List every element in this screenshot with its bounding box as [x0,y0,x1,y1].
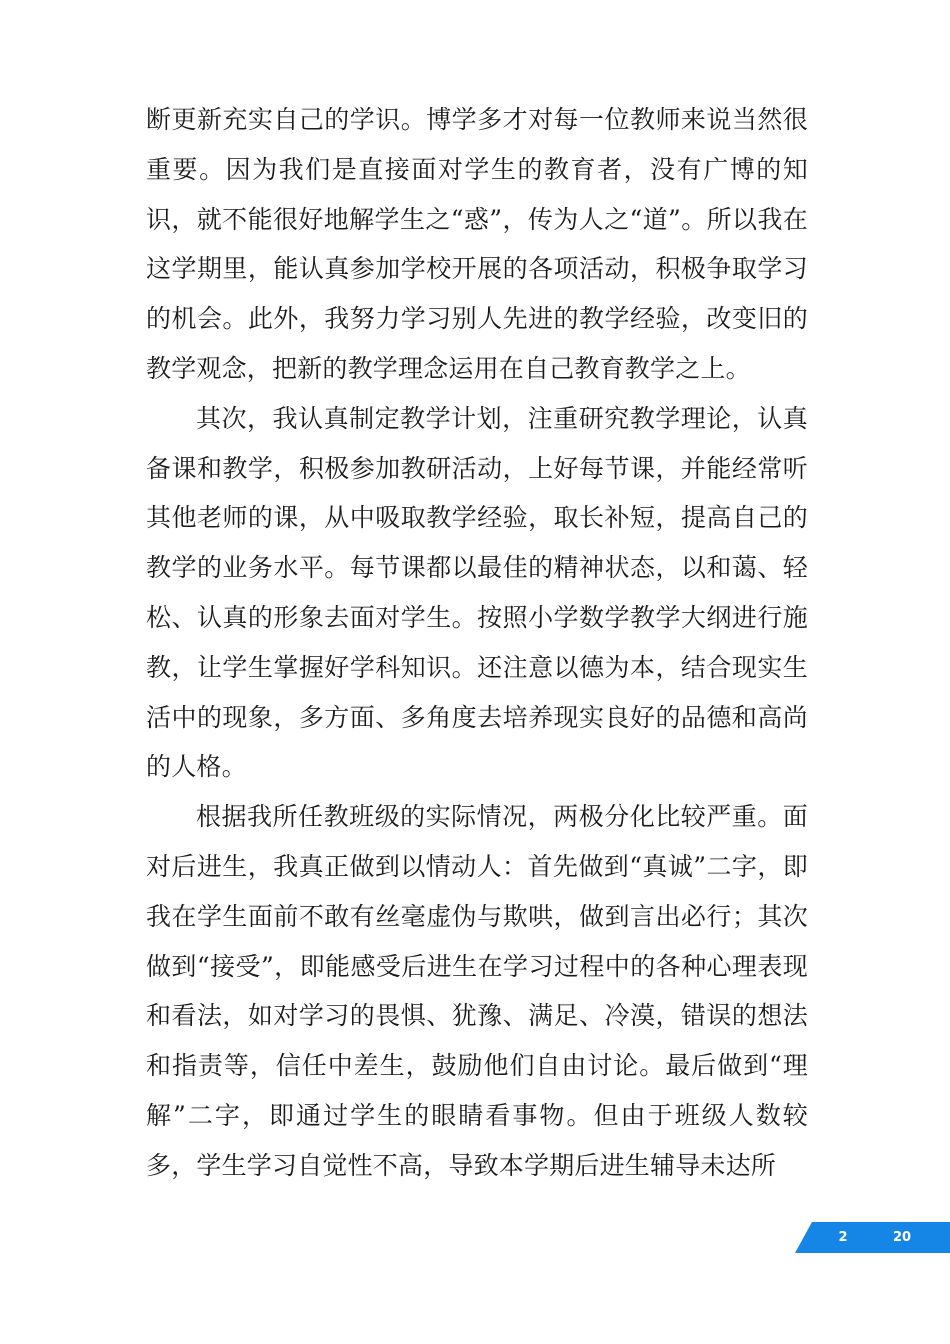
paragraph: 根据我所任教班级的实际情况，两极分化比较严重。面对后进生，我真正做到以情动人：首先做到“真诚”二字，即我在学生面前不敢有丝毫虚伪与欺哄，做到言出必行；其次做到“接受”，即能感受后进生在学习过程中的各种心理表现和看法，如对学习的畏惧、犹豫、满足、冷漠，错误的想法和指责等，信任中差生，鼓励他们自由讨论。最后做到“理解”二字，即通过学生的眼睛看事物。但由于班级人数较多，学生学习自觉性不高，导致本学期后进生辅导未达所 [146,802,808,1180]
total-pages: 20 [892,1230,912,1245]
paragraph: 其次，我认真制定教学计划，注重研究教学理论，认真备课和教学，积极参加教研活动，上好每节课，并能经常听其他老师的课，从中吸取教学经验，取长补短，提高自己的教学的业务水平。每节课都以最佳的精神状态，以和蔼、轻松、认真的形象去面对学生。按照小学数学教学大纲进行施教，让学生掌握好学科知识。还注意以德为本，结合现实生活中的现象，多方面、多角度去培养现实良好的品德和高尚的人格。 [146,403,808,782]
document-body [146,95,808,1191]
footer-accent-band [795,1222,950,1253]
page-number: 2 [838,1230,848,1245]
paragraph: 断更新充实自己的学识。博学多才对每一位教师来说当然很重要。因为我们是直接面对学生的教育者，没有广博的知识，就不能很好地解学生之“惑”，传为人之“道”。所以我在这学期里，能认真参加学校开展的各项活动，积极争取学习的机会。此外，我努力学习别人先进的教学经验，改变旧的教学观念，把新的教学理念运用在自己教育教学之上。 [146,105,808,383]
page-footer [795,1222,950,1253]
